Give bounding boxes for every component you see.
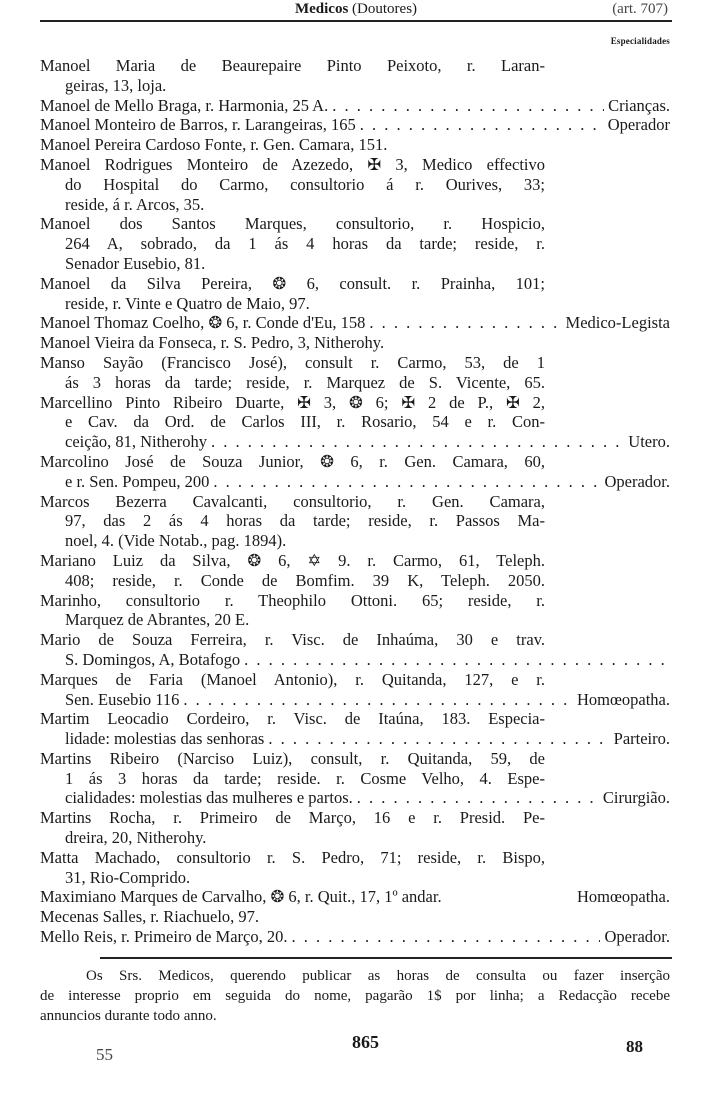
entry-text: Manso Sayão (Francisco José), consult r. Carmo, 53, de 1 — [40, 352, 545, 372]
directory-line — [40, 333, 670, 353]
directory-line — [40, 195, 670, 215]
entry-text: Martins Ribeiro (Narciso Luiz), consult, r. Quitanda, 59, de — [40, 748, 545, 768]
directory-line — [40, 155, 670, 175]
entry-text: do Hospital do Carmo, consultorio á r. Ourives, 33; — [65, 174, 545, 194]
dot-leader — [240, 650, 670, 670]
directory-line — [40, 828, 670, 848]
directory-line — [40, 234, 670, 254]
specialty: Homœopatha. — [576, 689, 670, 709]
dot-leader — [264, 729, 609, 749]
entry-text: Marques de Faria (Manoel Antonio), r. Quitanda, 127, e r. — [40, 669, 545, 689]
directory-line — [40, 630, 670, 650]
entry-text: Manoel Thomaz Coelho, ❂ 6, r. Conde d'Eu, 158 — [40, 313, 366, 333]
dot-leader — [207, 432, 624, 452]
entry-text: e r. Sen. Pompeu, 200 — [65, 471, 210, 491]
entry-text: Manoel Monteiro de Barros, r. Larangeiras, 165 — [40, 115, 356, 135]
left-marginal-number: 55 — [96, 1045, 113, 1064]
entry-text: ceição, 81, Nitherohy — [65, 432, 208, 452]
dot-leader — [209, 472, 600, 492]
specialty: Operador. — [604, 927, 670, 947]
directory-line — [40, 76, 670, 96]
directory-line — [40, 274, 670, 294]
section-subtitle: (Doutores) — [352, 1, 418, 17]
directory-line — [40, 709, 670, 729]
directory-line — [40, 591, 670, 611]
entry-text: Manoel Vieira da Fonseca, r. S. Pedro, 3, Nitherohy. — [40, 333, 385, 353]
column-header-specialties: Especialidades — [610, 36, 670, 46]
dot-leader — [328, 96, 604, 116]
section-title: Medicos — [294, 1, 349, 17]
specialty: Parteiro. — [613, 729, 670, 749]
directory-line — [40, 650, 670, 670]
directory-line — [40, 749, 670, 769]
directory-line — [40, 393, 670, 413]
directory-line — [40, 432, 670, 452]
entry-text: Manoel Pereira Cardoso Fonte, r. Gen. Camara, 151. — [40, 135, 388, 155]
entry-text: Manoel Rodrigues Monteiro de Azezedo, ✠ 3, Medico effectivo — [40, 154, 545, 174]
entry-text: 1 ás 3 horas da tarde; reside. r. Cosme Velho, 4. Espe- — [65, 768, 545, 788]
directory-line — [40, 690, 670, 710]
entry-text: Senador Eusebio, 81. — [65, 253, 206, 273]
specialty: Homœopatha. — [576, 887, 670, 907]
notice-paragraph — [40, 966, 670, 1026]
directory-line — [40, 373, 670, 393]
entry-text: Marquez de Abrantes, 20 E. — [65, 610, 250, 630]
entry-text: Maximiano Marques de Carvalho, ❂ 6, r. Quit., 17, 1º andar. — [40, 887, 442, 907]
dot-leader — [287, 927, 600, 947]
directory-line — [40, 254, 670, 274]
directory-line — [40, 769, 670, 789]
directory-line — [40, 412, 670, 432]
specialty: Cirurgião. — [602, 788, 670, 808]
directory-line — [40, 492, 670, 512]
directory-line — [40, 610, 670, 630]
entry-text: 97, das 2 ás 4 horas da tarde; reside, r. Passos Ma- — [65, 511, 545, 531]
running-header — [40, 0, 672, 20]
directory-line — [40, 887, 670, 907]
notice-line: annuncios durante todo anno. — [40, 1008, 217, 1024]
entry-text: reside, á r. Arcos, 35. — [65, 194, 205, 214]
dot-leader — [179, 690, 573, 710]
entry-text: Mello Reis, r. Primeiro de Março, 20. — [40, 927, 288, 947]
entry-text: Marcos Bezerra Cavalcanti, consultorio, r. Gen. Camara, — [40, 491, 545, 511]
page-title — [40, 1, 672, 18]
spacer — [442, 887, 573, 907]
entry-text: Manoel Maria de Beaurepaire Pinto Peixoto, r. Laran- — [40, 56, 545, 75]
specialty: Utero. — [628, 432, 670, 452]
specialty: Crianças. — [608, 95, 670, 115]
directory-line — [40, 670, 670, 690]
directory-line — [40, 135, 670, 155]
entry-text: Manoel da Silva Pereira, ❂ 6, consult. r. Prainha, 101; — [40, 273, 545, 293]
entry-text: geiras, 13, loja. — [65, 75, 167, 95]
entry-text: Mecenas Salles, r. Riachuelo, 97. — [40, 907, 260, 927]
directory-line — [40, 531, 670, 551]
directory-line — [40, 175, 670, 195]
directory-line — [40, 848, 670, 868]
entry-text: e Cav. da Ord. de Carlos III, r. Rosario, 54 e r. Con- — [65, 412, 545, 432]
directory-line — [40, 56, 670, 76]
entry-text: dreira, 20, Nitherohy. — [65, 828, 207, 848]
directory-line — [40, 571, 670, 591]
entry-text: Marcellino Pinto Ribeiro Duarte, ✠ 3, ❂ 6; ✠ 2 de P., ✠ 2, — [40, 392, 545, 412]
directory-line — [40, 927, 670, 947]
entry-text: S. Domingos, A, Botafogo — [65, 649, 241, 669]
specialty: Operador. — [604, 471, 670, 491]
directory-line — [40, 472, 670, 492]
article-number: (art. 707) — [612, 1, 668, 17]
entry-text: 408; reside, r. Conde de Bomfim. 39 K, Teleph. 2050. — [65, 570, 545, 590]
directory-line — [40, 452, 670, 472]
directory-line — [40, 788, 670, 808]
entry-text: Mario de Souza Ferreira, r. Visc. de Inhaúma, 30 e trav. — [40, 630, 545, 650]
notice-line: de interesse proprio em seguida do nome, pagarão 1$ por linha; a Redacção recebe — [40, 988, 670, 1004]
entry-text: Sen. Eusebio 116 — [65, 689, 180, 709]
entry-text: Mariano Luiz da Silva, ❂ 6, ✡ 9. r. Carmo, 61, Teleph. — [40, 550, 545, 570]
dot-leader — [356, 115, 604, 135]
entry-text: Martins Rocha, r. Primeiro de Março, 16 e r. Presid. Pe- — [40, 808, 545, 828]
directory-line — [40, 294, 670, 314]
entry-text: cialidades: molestias das mulheres e partos. — [65, 788, 353, 808]
physician-directory-list — [40, 56, 670, 947]
directory-line — [40, 214, 670, 234]
entry-text: ás 3 horas da tarde; reside, r. Marquez de S. Vicente, 65. — [65, 372, 545, 392]
entry-text: reside, r. Vinte e Quatro de Maio, 97. — [65, 293, 310, 313]
notice-line: Os Srs. Medicos, querendo publicar as horas de consulta ou fazer inserção — [86, 968, 670, 984]
directory-line — [40, 907, 670, 927]
directory-line — [40, 511, 670, 531]
entry-text: 31, Rio-Comprido. — [65, 867, 191, 887]
directory-line — [40, 729, 670, 749]
directory-line — [40, 313, 670, 333]
entry-text: Martim Leocadio Cordeiro, r. Visc. de Itaúna, 183. Especia- — [40, 709, 545, 729]
page-number: 865 — [352, 1032, 379, 1052]
directory-line — [40, 808, 670, 828]
entry-text: Manoel de Mello Braga, r. Harmonia, 25 A. — [40, 95, 329, 115]
directory-line — [40, 551, 670, 571]
directory-line — [40, 96, 670, 116]
dot-leader — [353, 788, 599, 808]
header-rule — [40, 20, 672, 22]
directory-line — [40, 353, 670, 373]
entry-text: Manoel dos Santos Marques, consultorio, r. Hospicio, — [40, 214, 545, 234]
footer-rule — [100, 957, 672, 959]
directory-line — [40, 115, 670, 135]
directory-line — [40, 868, 670, 888]
right-marginal-number: 88 — [626, 1037, 643, 1056]
specialty: Operador — [607, 115, 670, 135]
dot-leader — [365, 313, 561, 333]
entry-text: noel, 4. (Vide Notab., pag. 1894). — [65, 531, 287, 551]
entry-text: Matta Machado, consultorio r. S. Pedro, 71; reside, r. Bispo, — [40, 847, 545, 867]
entry-text: 264 A, sobrado, da 1 ás 4 horas da tarde; reside, r. — [65, 234, 545, 254]
entry-text: Marinho, consultorio r. Theophilo Ottoni. 65; reside, r. — [40, 590, 545, 610]
entry-text: Marcolino José de Souza Junior, ❂ 6, r. Gen. Camara, 60, — [40, 451, 545, 471]
entry-text: lidade: molestias das senhoras — [65, 729, 265, 749]
specialty: Medico-Legista — [565, 313, 670, 333]
